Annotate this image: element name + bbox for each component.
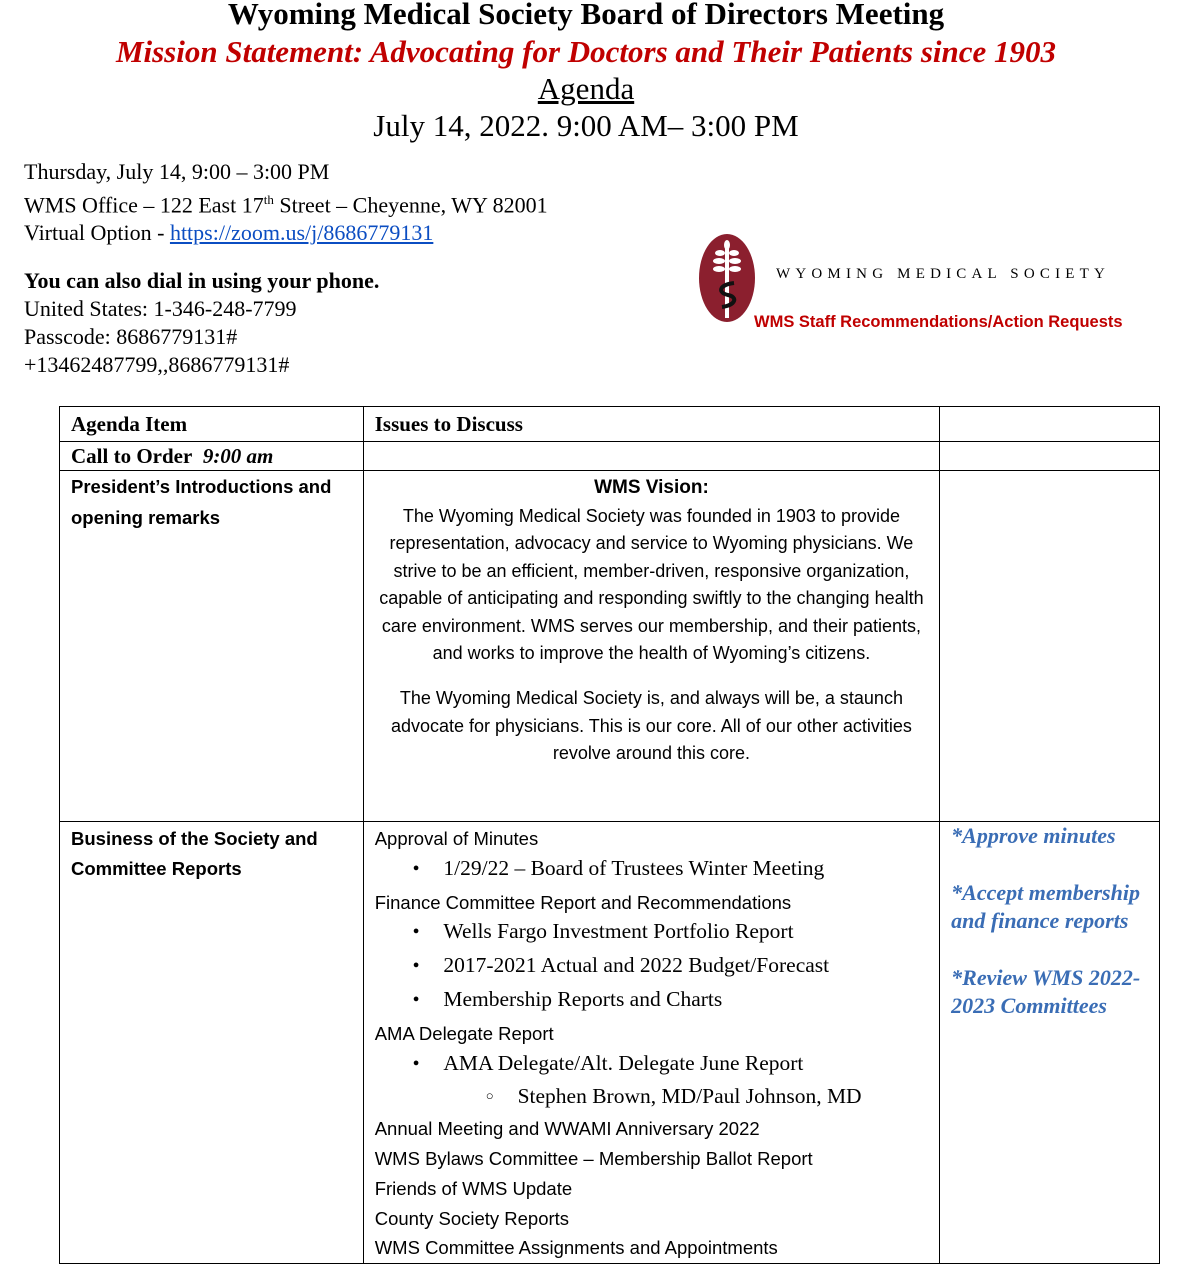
empty-cell	[940, 471, 1160, 822]
document-title: Wyoming Medical Society Board of Directors Meeting	[227, 0, 945, 31]
header-actions	[940, 407, 1160, 442]
table-row-president	[60, 471, 1160, 822]
dial-in-heading: You can also dial in using your phone.	[24, 268, 380, 293]
agenda-item: WMS Bylaws Committee – Membership Ballot Report	[374, 1147, 813, 1169]
agenda-item: County Society Reports	[374, 1207, 570, 1229]
action-review-committees: *Review WMS 2022-2023 Committees	[951, 964, 1141, 1018]
meeting-location	[24, 186, 548, 219]
zoom-link[interactable]: https://zoom.us/j/8686779131	[169, 220, 434, 246]
agenda-table	[59, 406, 1160, 1264]
dial-in-info	[24, 267, 379, 379]
location-text-2: Street – Cheyenne, WY 82001	[273, 192, 548, 218]
empty-cell	[940, 442, 1160, 471]
agenda-item: AMA Delegate Report	[374, 1022, 554, 1044]
phone-number: United States: 1-346-248-7799	[24, 296, 297, 321]
empty-cell	[363, 442, 939, 471]
president-label: President’s Introductions and opening remarks	[60, 471, 364, 822]
ordinal-suffix: th	[263, 192, 274, 207]
location-text: WMS Office – 122 East 17	[24, 192, 264, 218]
wms-logo-text: WYOMING MEDICAL SOCIETY	[776, 266, 1111, 282]
agenda-item: Friends of WMS Update	[374, 1177, 573, 1199]
vision-title: WMS Vision:	[594, 477, 709, 498]
agenda-subitem: ○ Stephen Brown, MD/Paul Johnson, MD	[375, 1082, 928, 1114]
mission-statement: Mission Statement: Advocating for Doctors and Their Patients since 1903	[115, 34, 1057, 69]
agenda-subitem: ● 2017-2021 Actual and 2022 Budget/Forecast	[375, 951, 928, 985]
action-requests	[940, 822, 1160, 1264]
table-row-call-to-order	[60, 442, 1160, 471]
action-accept-reports: *Accept membership and finance reports	[951, 879, 1140, 933]
virtual-label: Virtual Option -	[24, 220, 170, 246]
business-label: Business of the Society and Committee Reports	[60, 822, 364, 1264]
agenda-subitem: ● AMA Delegate/Alt. Delegate June Report	[375, 1049, 928, 1083]
passcode: Passcode: 8686779131#	[24, 324, 238, 349]
call-to-order-label: Call to Order	[71, 444, 193, 468]
action-approve-minutes: *Approve minutes	[951, 823, 1116, 848]
vision-cell	[363, 471, 939, 822]
agenda-subitem: ● 1/29/22 – Board of Trustees Winter Meeting	[375, 854, 928, 888]
virtual-option	[24, 219, 548, 247]
table-header-row	[60, 407, 1160, 442]
agenda-item: Annual Meeting and WWAMI Anniversary 2022	[374, 1118, 760, 1140]
agenda-subitem: ● Membership Reports and Charts	[375, 985, 928, 1019]
meeting-datetime: July 14, 2022. 9:00 AM– 3:00 PM	[373, 108, 799, 143]
call-to-order-cell	[60, 442, 364, 471]
agenda-item: Finance Committee Report and Recommendations	[374, 891, 792, 913]
staff-recommendations-heading: WMS Staff Recommendations/Action Requests	[754, 313, 1123, 331]
call-to-order-time: 9:00 am	[202, 444, 274, 468]
dial-string: +13462487799,,8686779131#	[24, 352, 290, 377]
table-row-business	[60, 822, 1160, 1264]
meeting-details	[24, 158, 548, 247]
header-issues: Issues to Discuss	[363, 407, 939, 442]
header-agenda-item: Agenda Item	[60, 407, 364, 442]
meeting-date: Thursday, July 14, 9:00 – 3:00 PM	[24, 159, 330, 184]
vision-paragraph-2: The Wyoming Medical Society is, and always will be, a staunch advocate for physicians. This is our core. All of our other activities revolve around this core.	[390, 688, 912, 764]
agenda-item: Approval of Minutes	[374, 828, 539, 849]
agenda-subitem: ● Wells Fargo Investment Portfolio Report	[375, 917, 928, 951]
agenda-heading: Agenda	[537, 71, 635, 106]
wms-logo-icon	[698, 233, 756, 323]
vision-paragraph-1: The Wyoming Medical Society was founded in 1903 to provide representation, advocacy and service to Wyoming physicians. We strive to be an efficient, member-driven, responsive organization, capable of anticipating and responding swiftly to the changing health care environment. WMS serves our membership, and their patients, and works to improve the health of Wyoming’s citizens.	[379, 506, 924, 664]
agenda-item: WMS Committee Assignments and Appointments	[374, 1237, 778, 1259]
business-items	[363, 822, 939, 1264]
